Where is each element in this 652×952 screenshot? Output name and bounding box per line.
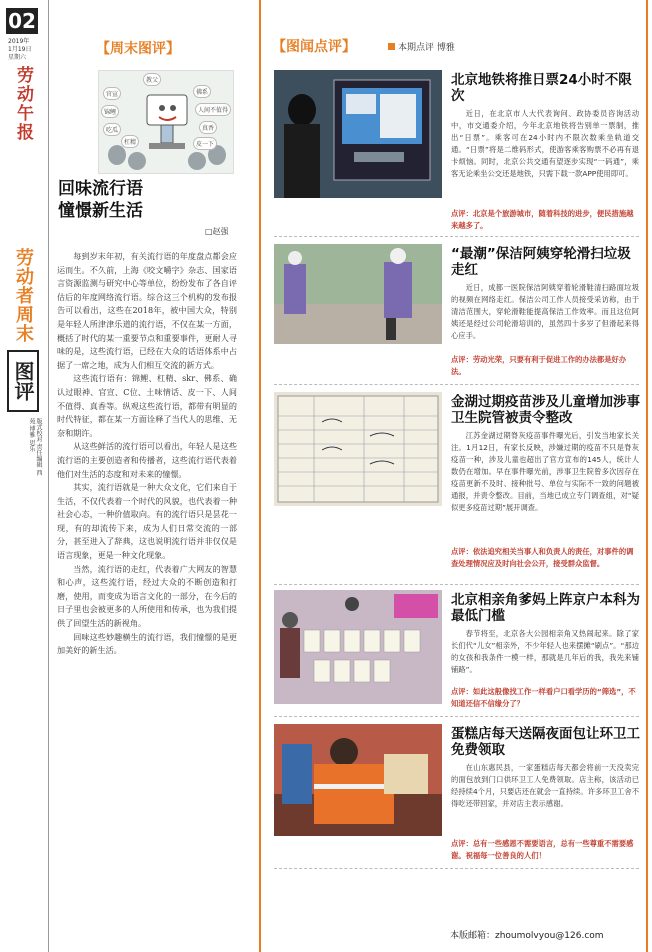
- separator: [274, 716, 639, 717]
- editor-text: 本期点评 博雅: [398, 43, 455, 53]
- news-body: 近日，在北京市人大代表询问、政协委员咨询活动中，市交通委介绍，今年北京地铁将告别单一票制，推出“日票”。乘客可在24小时内不限次数乘坐轨道交通。“日票”将是二维码形式，使游客乘客购票不必再有退卡烦恼。同时，北京公共交通有望逐步实现“一码通”，乘客无论乘坐公交还是地铁，只需下载一款APP使用即可。: [451, 109, 639, 178]
- editorial-paragraph: 回味这些妙趣横生的流行语，我们憧憬的是更加美好的新生活。: [57, 631, 237, 656]
- editorial-author: □赵强: [205, 227, 229, 236]
- news-photo-bakery: [274, 724, 442, 836]
- cartoon-bubble: 真香: [199, 121, 217, 134]
- cartoon-bubble: 官宣: [103, 87, 121, 100]
- news-comment: 点评：北京是个旅游城市，随着科技的进步，便民措施越来越多了。: [451, 209, 634, 230]
- news-comment: 点评：劳动光荣，只要有利于促进工作的办法都是好办法。: [451, 355, 627, 376]
- news-title: 北京地铁将推日票24小时不限次: [451, 72, 632, 104]
- bakery-photo-drawing: [274, 724, 442, 836]
- news-body: 春节将至，北京各大公园相亲角又热闹起来。除了家长们代“儿女”相亲外，不少年轻人也来摆摊“刷点”。“那边的女孩和我条件一模一样，那就是几年后的我，我先来铺铺路”。: [451, 629, 639, 674]
- editorial-paragraph: 当然，流行语的走红，代表着广大网友的智慧和心声，这些流行语，经过大众的不断创造和打磨，使用，而变成为语言文化的一部分，在今后的日子里也会被更多的人所使用和传承，也为我们提供了回望生活的新视角。: [57, 563, 237, 629]
- page-number: 02: [6, 8, 38, 34]
- news-title: 北京相亲角爹妈上阵京户本科为最低门槛: [451, 592, 640, 624]
- news-comment: 点评：总有一些感恩不需要语言，总有一些尊重不需要感谢。祝福每一位善良的人们！: [451, 839, 634, 860]
- editorial-title-line1: 回味流行语: [58, 179, 143, 199]
- date-year: 2019年: [8, 38, 30, 45]
- cartoon-bubble: 皮一下: [193, 137, 217, 150]
- separator: [274, 236, 639, 237]
- cartoon-bubble: 吃瓜: [103, 123, 121, 136]
- vaccine-card-drawing: [274, 392, 442, 506]
- news-body: 在山东惠民县，一家蛋糕店每天都会将前一天没卖完的面包放到门口供环卫工人免费领取。店主称，该活动已经持续4个月，只要店还在就会一直持续。许多环卫工舍不得吃还带回家，并对店主表示感谢。: [451, 763, 639, 808]
- separator: [274, 584, 639, 585]
- news-comment: 点评：依法追究相关当事人和负责人的责任，对事件的调查处理情况应及时向社会公开，接受群众监督。: [451, 547, 634, 568]
- divider: [646, 0, 648, 952]
- news-photo-vaccine: [274, 392, 442, 506]
- news-body: 近日，成都一医院保洁阿姨穿着轮滑鞋清扫路面垃圾的视频在网络走红。保洁公司工作人员接受采访称，由于清洁范围大，穿轮滑鞋能提高保洁工作效率。而且这位阿姨还是经过公司轮滑培训的，虽然四十多岁了但滑起来得心应手。: [451, 283, 639, 340]
- editorial-paragraph: 从这些鲜活的流行语可以看出，年轻人是这些流行语的主要创造者和传播者，这些流行语代表着他们对生活的态度和对未来的憧憬。: [57, 441, 237, 479]
- editor-label: [388, 40, 455, 53]
- editorial-title: [58, 178, 258, 222]
- column-name: 劳动者周末: [13, 248, 34, 343]
- section-header-news: 【图闻点评】: [272, 39, 356, 55]
- issue-date: [8, 38, 42, 62]
- news-photo-subway: [274, 70, 442, 198]
- cartoon-bubble: 杠精: [121, 135, 139, 148]
- section-name: 图评: [7, 350, 39, 412]
- editorial-paragraph: 这些流行语有：锦鲤、杠精、skr、佛系、确认过眼神、官宣、C位、土味情话、皮一下、人间不值得、真香等。纵观这些流行语，都带有明显的时代特征，都在某一方面诠释了当代人的思维、无奈和期许。: [57, 373, 237, 438]
- separator: [274, 868, 639, 869]
- cartoon-bubble: 锦鲤: [101, 105, 119, 118]
- editorial-paragraph: 每到岁末年初，有关流行语的年度盘点都会应运而生。不久前，上海《咬文嚼字》杂志、国家语言资源监测与研究中心等单位，纷纷发布了各自评估后的年度网络流行语。综合这三个机构的发布报告可以看出，这些在2018年，被中国大众，特别是年轻人所津津乐道的流行语，不仅在某一方面，概括了时代的某一重要节点和重要事件，更耐人寻味的是，这些流行语，已经在大众的话语体系中占据了一席之地，成为人们相互交流的新方式。: [57, 251, 237, 370]
- news-photo-cleaner: [274, 244, 442, 344]
- divider: [48, 0, 49, 952]
- editorial-paragraph: 其实，流行语就是一种大众文化，它们来自于生活，不仅代表着一个时代的风貌，也代表着一种社会心态，一种价值取向。有的流行语只是昙花一现，有的却流传下来，成为人们日常交流的一部分，甚至进入了辞典，这也说明流行语并非仅仅是语言现象，更是一种文化现象。: [57, 482, 237, 561]
- editorial-title-line2: 憧憬新生活: [58, 201, 143, 221]
- matchmaking-photo-drawing: [274, 590, 442, 704]
- date-day: 1月19日: [8, 46, 32, 53]
- footer-email: 本版邮箱：zhoumolvyou@126.com: [450, 931, 604, 941]
- editorial-body: [57, 250, 237, 940]
- cartoon-bubble: 人间不值得: [195, 103, 231, 116]
- cartoon-illustration: [98, 70, 234, 174]
- news-title: 蛋糕店每天送隔夜面包让环卫工免费领取: [451, 726, 640, 758]
- cleaner-photo-drawing: [274, 244, 442, 344]
- newspaper-logo: 劳动午报: [13, 66, 33, 142]
- news-photo-matchmaking: [274, 590, 442, 704]
- separator: [274, 384, 639, 385]
- subway-photo-drawing: [274, 70, 442, 198]
- news-title: 金湖过期疫苗涉及儿童增加涉事卫生院管被责令整改: [451, 394, 640, 426]
- cartoon-bubble: 教父: [143, 73, 161, 86]
- date-weekday: 星期六: [8, 54, 27, 61]
- credits: 版式校对 责任编辑 西苑 博雅 思乐: [28, 418, 42, 476]
- square-icon: [388, 43, 395, 50]
- divider: [259, 0, 261, 952]
- cartoon-bubble: 佛系: [193, 85, 211, 98]
- news-body: 江苏金湖过期脊灰疫苗事件曝光后，引发当地家长关注。1月12日，有家长反映，涉嫌过期的疫苗不只是脊灰疫苗一种，涉及儿童也超出了官方宣布的145人，统计人数仍在增加。早在事件曝光前，涉事卫生院曾多次因存在疫苗更新不及时、接种批号、单位与实际不一致的问题被通报，并责令整改。目前，当地已成立专门调查组，对“疑似更多疫苗过期”展开调查。: [451, 431, 639, 512]
- news-comment: 点评：如此这般像找工作一样看户口看学历的“筛选”，不知道还信不信缘分了？: [451, 687, 636, 708]
- section-header-weekend: 【周末图评】: [96, 41, 180, 57]
- news-title: “最潮”保洁阿姨穿轮滑扫垃圾走红: [451, 246, 631, 278]
